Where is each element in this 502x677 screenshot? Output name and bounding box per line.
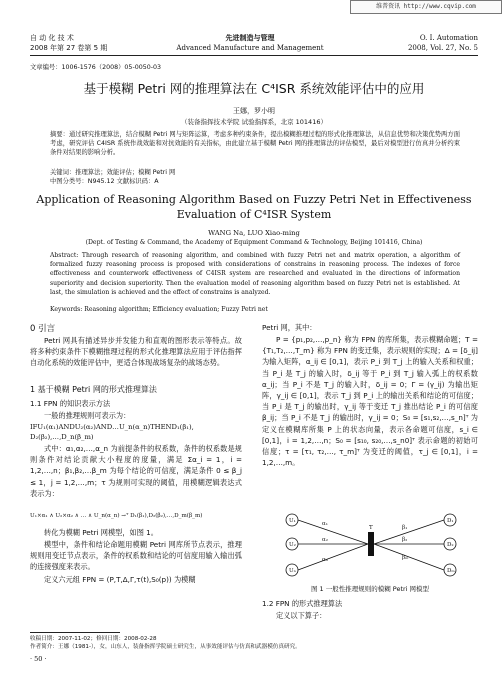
title-en-line2: Evaluation of C⁴ISR System bbox=[176, 208, 332, 221]
label-dm: Dₘ bbox=[447, 568, 455, 574]
label-u1: U₁ bbox=[289, 518, 296, 524]
page-number: · 50 · bbox=[30, 655, 47, 663]
output-arc-1 bbox=[374, 520, 444, 544]
section-1-heading: 1 基于模糊 Petri 网的形式推理算法 bbox=[30, 385, 157, 394]
fpn-definition: 定义六元组 FPN = (P,T,Δ,Γ,τ(t),S₀(p)) 为模糊 bbox=[44, 575, 196, 584]
output-arc-m bbox=[374, 544, 444, 570]
rule-expression-2: D₂(β₂),…,D_n(β_m) bbox=[30, 433, 94, 441]
footnote-bio: 作者简介：王娜（1981-），女，山东人，装备指挥学院硕士研究生，从事效能评估与仿真和武器模仿真研究。 bbox=[30, 644, 301, 650]
intro-paragraph: Petri 网具有描述异步并发能力和直观的图形表示等特点。故将多种约束条件下模糊推理过程的形式化推理算法应用于评估指挥自动化系统的效能评估中，更适合体现战场复杂的战场态势。 bbox=[30, 336, 242, 368]
classification-cn: 中图分类号：N945.12 文献标识码：A bbox=[50, 178, 159, 185]
title-cn: 基于模糊 Petri 网的推理算法在 C⁴ISR 系统效能评估中的应用 bbox=[83, 81, 425, 96]
input-arc-1 bbox=[298, 520, 368, 544]
journal-center-cn: 先进制造与管理 bbox=[225, 34, 275, 42]
abstract-cn: 摘要：通过研究推理算法，结合模糊 Petri 网与矩阵运算，考虑多种约束条件，提出模糊推理过程的形式化推理算法，从信息优势和决策优势两方面考虑，研究评估 C4ISR 系统作战效能和对抗效能的有关指标，由此建立基于模糊 Petri 网的推理算法的评估模型，最后对模型进行仿真并分析约束条件对结果的影响分析。 bbox=[50, 131, 460, 157]
title-en-line1: Application of Reasoning Algorithm Based on Fuzzy Petri Net in Effectiveness bbox=[36, 193, 472, 206]
rule-expression-1: IFU₁(α₁)ANDU₂(α₂)AND…U_n(α_n)THEND₁(β₁), bbox=[30, 423, 194, 431]
journal-name-cn: 自 动 化 技 术 bbox=[30, 34, 74, 42]
fpn-model-figure bbox=[276, 508, 466, 580]
section-0-heading: 0 引言 bbox=[30, 324, 56, 334]
authors-en: WANG Na, LUO Xiao-ming bbox=[208, 229, 300, 237]
affiliation-cn: （装备指挥技术学院 试验指挥系，北京 101416） bbox=[181, 118, 327, 126]
label-d1: D₁ bbox=[447, 518, 454, 524]
rule-intro: 一般的推理规则可表示为： bbox=[44, 411, 131, 420]
model-description: 模型中，条件和结论命题用模糊 Petri 网库所节点表示，推理规则用变迁节点表示，条件的权系数和结论的可信度用输入输出弧的连接强度来表示。 bbox=[30, 540, 242, 572]
header-rule bbox=[30, 55, 478, 56]
label-un: Uₙ bbox=[289, 568, 297, 574]
journal-center-en: Advanced Manufacture and Management bbox=[176, 44, 324, 52]
keywords-cn: 关键词：推理算法；效能评估；模糊 Petri 网 bbox=[50, 169, 176, 176]
label-u2: U₂ bbox=[289, 542, 296, 548]
figure-1-caption: 图 1 一般性推理规则的模糊 Petri 网模型 bbox=[310, 585, 430, 593]
weight-a2: α₂ bbox=[322, 537, 328, 543]
weights-paragraph: 式中：α₁,α₂,…,α_n 为前提条件的权系数，条件的权系数是规则条件对结论贡献大小程度的度量，满足 Σα_i = 1，i = 1,2,…,n；β₁,β₂,…β_m 为每个结论的可信度，满足条件 0 ≤ β_j ≤ 1，j = 1,2,…,m；τ 为规则可实现的阈值，用模糊逻辑表达式表示为： bbox=[30, 444, 242, 498]
footnote-rule bbox=[30, 632, 120, 633]
section-1-2-heading: 1.2 FPN 的形式推理算法 bbox=[262, 599, 343, 608]
operator-definition: 定义以下算子： bbox=[276, 611, 327, 620]
fuzzy-logic-expression: U₁×α₁ ∧ U₂×α₂ ∧ … ∧ U_n(α_n) →ᵀ D₁(β₁),D₂(β₂),…,D_m(β_m) bbox=[30, 513, 203, 519]
authors-cn: 王娜，罗小明 bbox=[233, 107, 275, 115]
weight-bm: βₘ bbox=[402, 555, 409, 561]
transition-label: T bbox=[369, 525, 373, 531]
weight-b2: β₂ bbox=[402, 537, 408, 543]
affiliation-en: (Dept. of Testing & Command, the Academy of Equipment Command & Technology, Beijing 101416, China) bbox=[85, 239, 423, 246]
fpn-definition-details: P = {p₁,p₂,…,p_n} 称为 FPN 的库所集，表示模糊命题；T = {T₁,T₂,…,T_m} 称为 FPN 的变迁集，表示规则的实现；Δ = [δ_ij] 为输入矩阵，α_ij ∈ [0,1]，表示 P_i 到 T_j 上的输入关系和权重；当 P_i 是 T_j 的输入时，δ_ij 等于 P_i 到 T_j 输入弧上的权系数 α_ij；当 P_i 不是 T_j 的输入时，δ_ij = 0；Γ = (γ_ij) 为输出矩阵，γ_ij ∈ [0,1]，表示 T_j 到 P_i 上的输出关系和结论的可信度；当 P_i 是 T_j 的输出时，γ_ij 等于变迁 T_j 推出结论 P_i 的可信度 β_ij；当 P_i 不是 T_j 的输出时，γ_ij = 0；S₀ = [s₁,s₂,…,s_n]ᵀ 为定义在模糊库所集 P 上的状态向量，表示各命题可信度，s_i ∈ [0,1]，i = 1,2,…,n；S₀ = [s₁₀, s₂₀,…,s_n0]ᵀ 表示命题的初始可信度；τ = [τ₁, τ₂,…, τ_m]ᵀ 为变迁的阈值，τ_j ∈ [0,1]，i = 1,2,…,m。 bbox=[262, 335, 478, 468]
section-1-1-heading: 1.1 FPN 的知识表示方法 bbox=[30, 399, 111, 408]
weight-an: αₙ bbox=[322, 557, 329, 563]
footnote-received: 收稿日期：2007-11-02；修回日期：2008-02-28 bbox=[30, 636, 157, 642]
input-arc-n bbox=[298, 544, 368, 570]
label-d2: D₂ bbox=[447, 542, 454, 548]
abstract-en: Abstract: Through research of reasoning algorithm, and combined with fuzzy Petri net and matrix operation, a algorithm of formalized fuzzy reasoning process is proposed with considerations of constrains in reasoning process. The indexes of force effectiveness and counterwork effectiveness of C4ISR system are researched and evaluated in the directions of information superiority and decision superiority. Then the evaluation model of reasoning algorithm based on fuzzy Petri net is established. At last, the simulation is achieved and the effect of constrains is analyzed. bbox=[50, 252, 460, 296]
transition-bar bbox=[368, 532, 374, 556]
right-col-opening: Petri 网，其中： bbox=[262, 323, 317, 332]
watermark-stamp: 维普资讯 http://www.cqvip.com bbox=[350, 0, 502, 14]
issue-left: 2008 年第 27 卷第 5 期 bbox=[30, 44, 108, 52]
article-number: 文章编号：1006-1576（2008）05-0050-03 bbox=[30, 64, 162, 71]
weight-b1: β₁ bbox=[402, 525, 408, 531]
issue-right: 2008, Vol. 27, No. 5 bbox=[407, 44, 478, 52]
journal-right: O. I. Automation bbox=[419, 34, 478, 42]
model-transform-text: 转化为模糊 Petri 网模型，如图 1。 bbox=[44, 528, 158, 537]
weight-a1: α₁ bbox=[322, 521, 328, 527]
keywords-en: Keywords: Reasoning algorithm; Efficiency evaluation; Fuzzy Petri net bbox=[50, 306, 268, 313]
